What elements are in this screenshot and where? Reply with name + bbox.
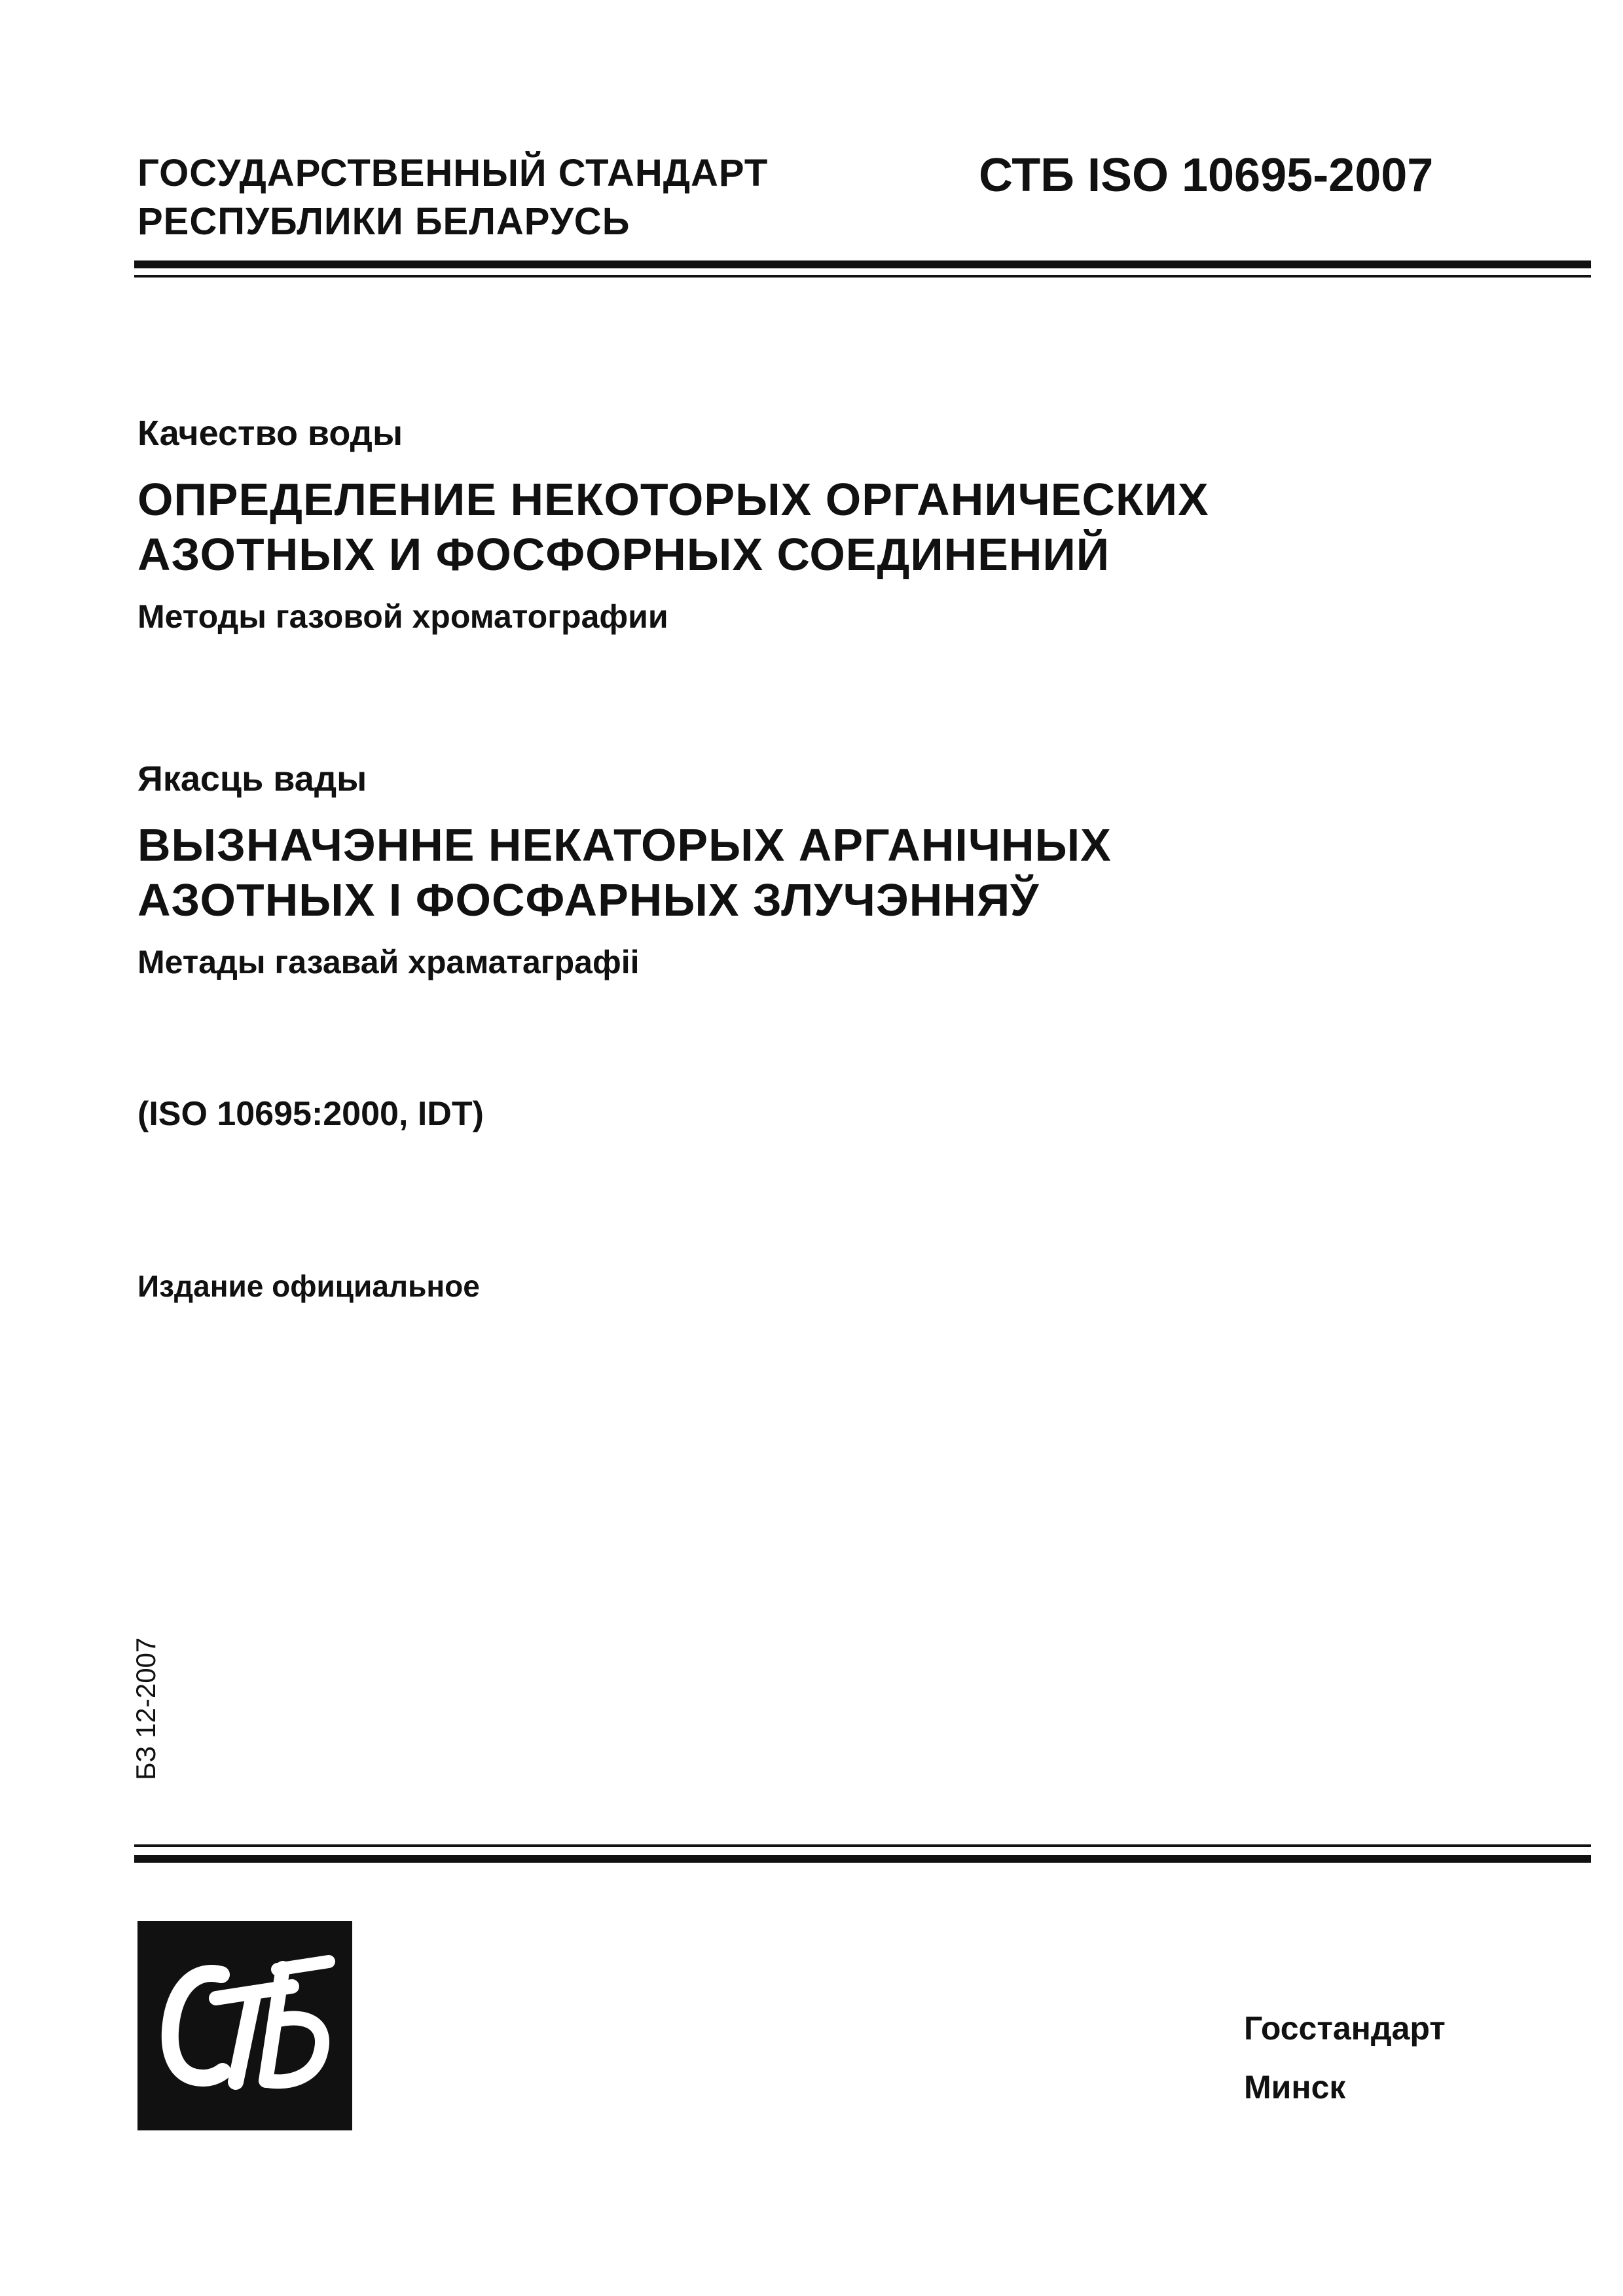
ru-subject: Качество воды: [137, 414, 403, 453]
by-subject: Якасць вады: [137, 759, 367, 798]
iso-reference: (ISO 10695:2000, IDT): [137, 1095, 484, 1133]
issuing-authority-line2: РЕСПУБЛИКИ БЕЛАРУСЬ: [137, 200, 630, 243]
by-methods: Метады газавай храматаграфіі: [137, 944, 640, 980]
by-title-line1: ВЫЗНАЧЭННЕ НЕКАТОРЫХ АРГАНІЧНЫХ: [137, 819, 1112, 870]
standard-code: СТБ ISO 10695-2007: [979, 149, 1434, 202]
ru-title-line2: АЗОТНЫХ И ФОСФОРНЫХ СОЕДИНЕНИЙ: [137, 529, 1110, 580]
header-rule-thick: [134, 260, 1591, 268]
publisher-name: Госстандарт: [1244, 2010, 1446, 2047]
publisher-city: Минск: [1244, 2069, 1346, 2106]
stb-logo: [137, 1921, 352, 2130]
by-title-line2: АЗОТНЫХ І ФОСФАРНЫХ ЗЛУЧЭННЯЎ: [137, 874, 1040, 925]
header-rule-thin: [134, 275, 1591, 278]
footer-rule-thick: [134, 1855, 1591, 1863]
ru-methods: Методы газовой хроматографии: [137, 598, 668, 635]
side-code: БЗ 12-2007: [130, 1637, 161, 1780]
issuing-authority-line1: ГОСУДАРСТВЕННЫЙ СТАНДАРТ: [137, 152, 769, 194]
footer-rule-thin: [134, 1844, 1591, 1847]
ru-title-line1: ОПРЕДЕЛЕНИЕ НЕКОТОРЫХ ОРГАНИЧЕСКИХ: [137, 474, 1209, 525]
stb-logo-icon: [137, 1921, 352, 2130]
edition-label: Издание официальное: [137, 1269, 480, 1303]
issuing-authority: [137, 149, 768, 246]
